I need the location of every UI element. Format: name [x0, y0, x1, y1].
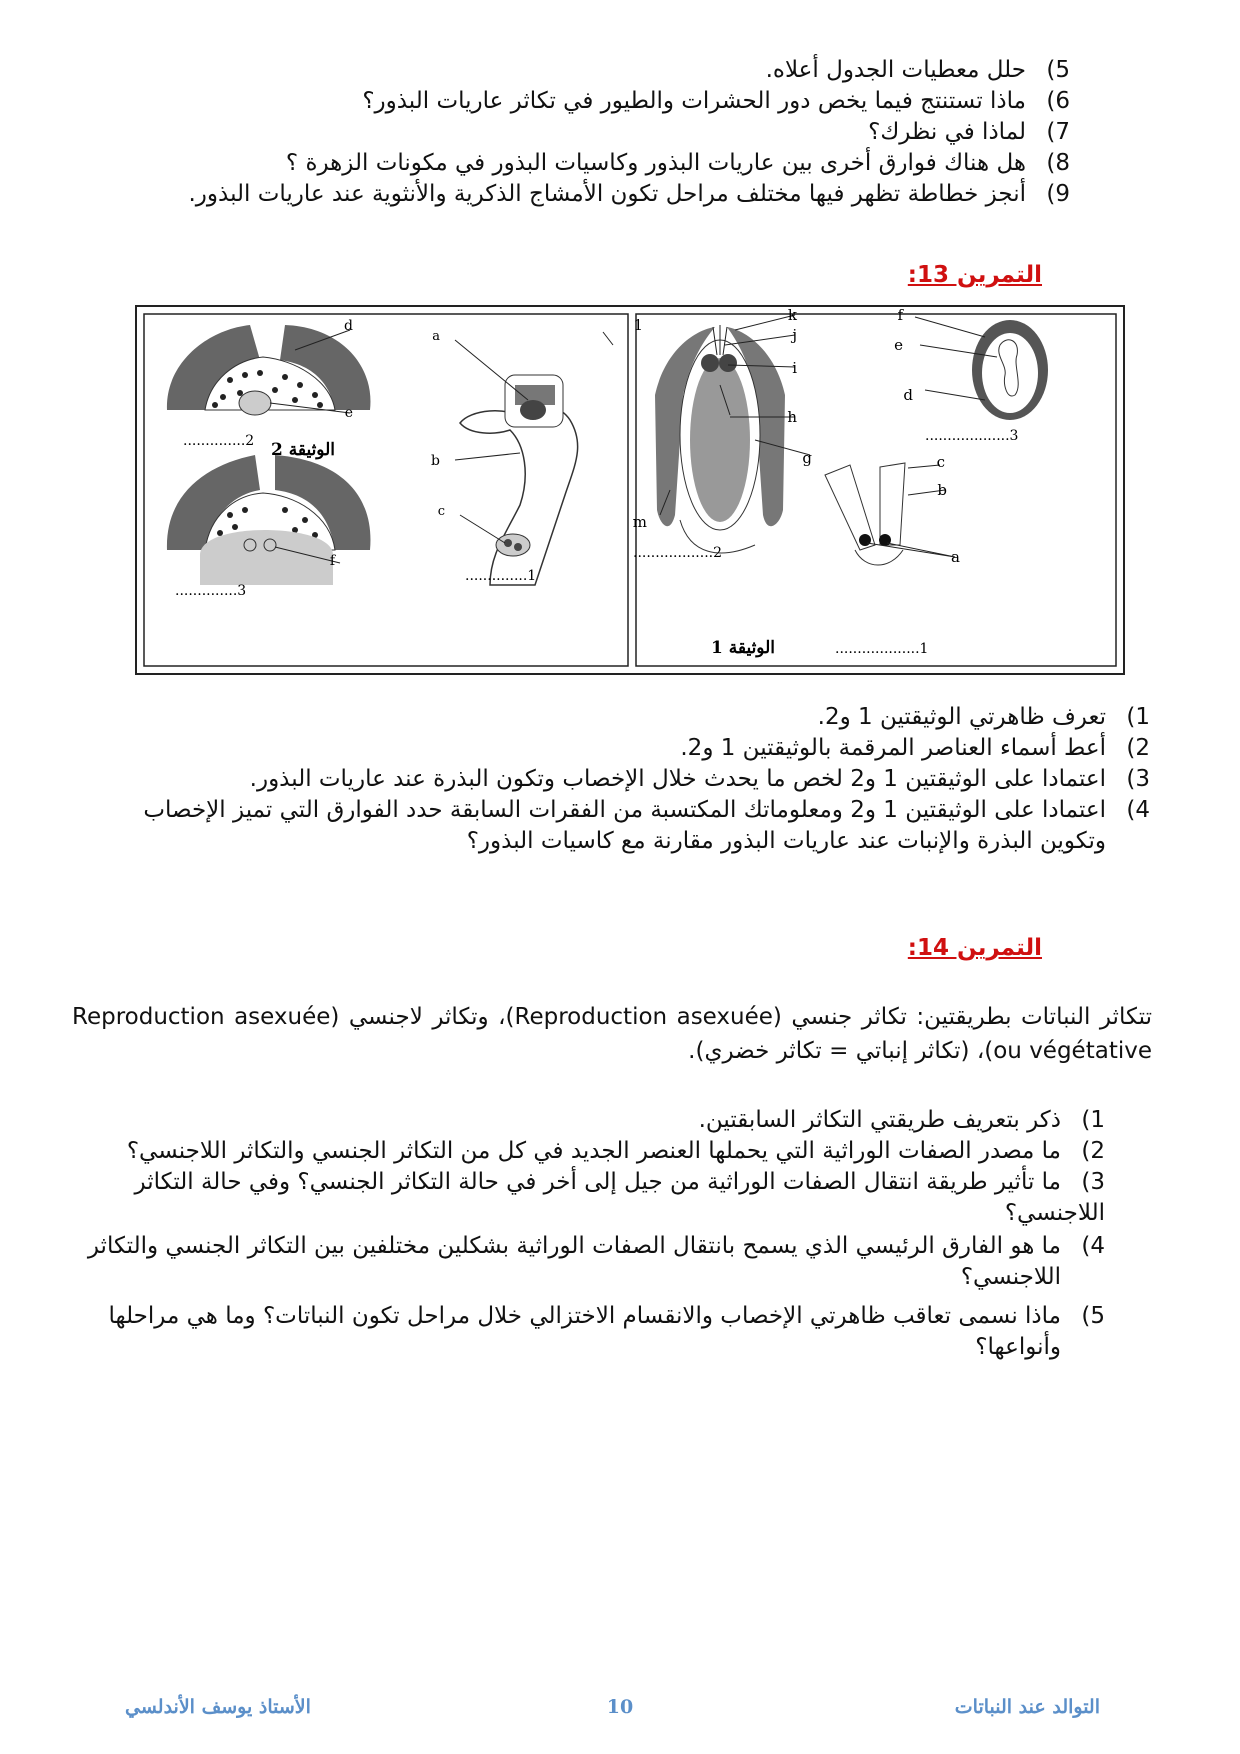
ex13-figure — [135, 305, 1125, 675]
ex13-question-4: 4)اعتمادا على الوثيقتين 1 و2 ومعلوماتك المكتسبة من الفقرات السابقة حدد الفوارق التي تميز الإخصاب وتكوين البذرة والإنبات عند عاريات البذور مقارنة مع كاسيات البذور؟ — [143, 797, 1150, 854]
question-5: 5)حلل معطيات الجدول أعلاه. — [765, 57, 1070, 83]
label-e-doc1: e — [894, 336, 903, 354]
doc2-ovule-diagram-2 — [167, 325, 371, 415]
blank-d1-3: ...................3 — [925, 428, 1019, 444]
question-6: 6)ماذا تستنتج فيما يخص دور الحشرات والطيور في تكاثر عاريات البذور؟ — [362, 88, 1070, 114]
label-m: m — [632, 513, 647, 531]
label-j: j — [792, 326, 797, 344]
doc1-archegonia-diagram — [825, 463, 955, 565]
doc1-seed-diagram — [915, 317, 1048, 420]
label-1: 1 — [633, 316, 643, 334]
label-h: h — [787, 408, 797, 426]
label-k: k — [787, 306, 797, 324]
ex14-question-5: 5)ماذا نسمى تعاقب ظاهرتي الإخصاب والانقسام الاختزالي خلال مراحل تكون النباتات؟ وما هي مراحلها وأنواعها؟ — [108, 1303, 1105, 1360]
label-i: i — [792, 359, 797, 377]
ex13-question-1: 1)تعرف ظاهرتي الوثيقتين 1 و2. — [817, 704, 1150, 730]
label-e: e — [344, 405, 353, 421]
ex13-question-2: 2)أعط أسماء العناصر المرقمة بالوثيقتين 1 و2. — [680, 735, 1150, 761]
ex14-question-4: 4)ما هو الفارق الرئيسي الذي يسمح بانتقال الصفات الوراثية بشكلين مختلفين بين التكاثر الجنسي والتكاثر اللاجنسي؟ — [87, 1233, 1105, 1290]
label-b-doc1: b — [937, 481, 947, 499]
ex14-questions — [75, 1105, 1105, 1363]
ex14-question-1: 1)ذكر بتعريف طريقتي التكاثر السابقتين. — [698, 1107, 1105, 1133]
ex14-question-3: 3)ما تأثير طريقة انتقال الصفات الوراثية من جيل إلى أخر في حالة التكاثر الجنسي؟ وفي حالة التكاثر اللاجنسي؟ — [134, 1169, 1105, 1226]
exercise-14-title: التمرين 14: — [907, 935, 1042, 961]
question-9: 9)أنجز خطاطة تظهر فيها مختلف مراحل تكون الأمشاج الذكرية والأنثوية عند عاريات البذور. — [188, 181, 1070, 207]
label-f: f — [329, 553, 335, 569]
blank-d2-1: ..............1 — [465, 568, 537, 584]
ex14-question-2: 2)ما مصدر الصفات الوراثية التي يحملها العنصر الجديد في كل من التكاثر الجنسي والتكاثر اللاجنسي؟ — [126, 1138, 1105, 1164]
label-d: d — [344, 318, 353, 334]
doc2-label: الوثيقة 2 — [270, 440, 335, 460]
doc2-pollen-tube — [455, 340, 578, 585]
blank-d1-2: ..................2 — [633, 545, 723, 561]
exercise-13-title: التمرين 13: — [907, 262, 1042, 288]
label-g: g — [802, 449, 812, 467]
blank-d1-1: ...................1 — [835, 641, 929, 657]
footer-page-number: 10 — [606, 1696, 634, 1718]
doc1-label: الوثيقة 1 — [710, 638, 775, 658]
question-8: 8)هل هناك فوارق أخرى بين عاريات البذور وكاسيات البذور في مكونات الزهرة ؟ — [285, 150, 1070, 176]
footer-author: الأستاذ يوسف الأندلسي — [125, 1696, 311, 1718]
label-c-doc1: c — [936, 453, 945, 471]
ex13-questions — [75, 702, 1150, 857]
label-f-doc1: f — [897, 306, 903, 324]
blank-d2-3: ..............3 — [175, 583, 247, 599]
ex13-question-3: 3)اعتمادا على الوثيقتين 1 و2 لخص ما يحدث خلال الإخصاب وتكون البذرة عند عاريات البذور. — [249, 766, 1150, 792]
top-questions — [95, 55, 1070, 210]
ex14-intro: تتكاثر النباتات بطريقتين: تكاثر جنسي (Reproduction asexuée)، وتكاثر لاجنسي (Reproduction asexuée ou végétative)، (تكاثر إنباتي = تكاثر خضري). — [72, 1004, 1152, 1064]
label-d-doc1: d — [903, 386, 913, 404]
label-c: c — [437, 504, 445, 519]
doc2-ovule-diagram-3 — [167, 455, 371, 585]
question-7: 7)لماذا في نظرك؟ — [868, 119, 1070, 145]
label-b: b — [431, 453, 440, 469]
blank-d2-2: ..............2 — [183, 433, 255, 449]
footer-chapter-title: التوالد عند النباتات — [954, 1696, 1100, 1718]
label-a: a — [432, 329, 440, 344]
label-a-doc1: a — [951, 548, 960, 566]
